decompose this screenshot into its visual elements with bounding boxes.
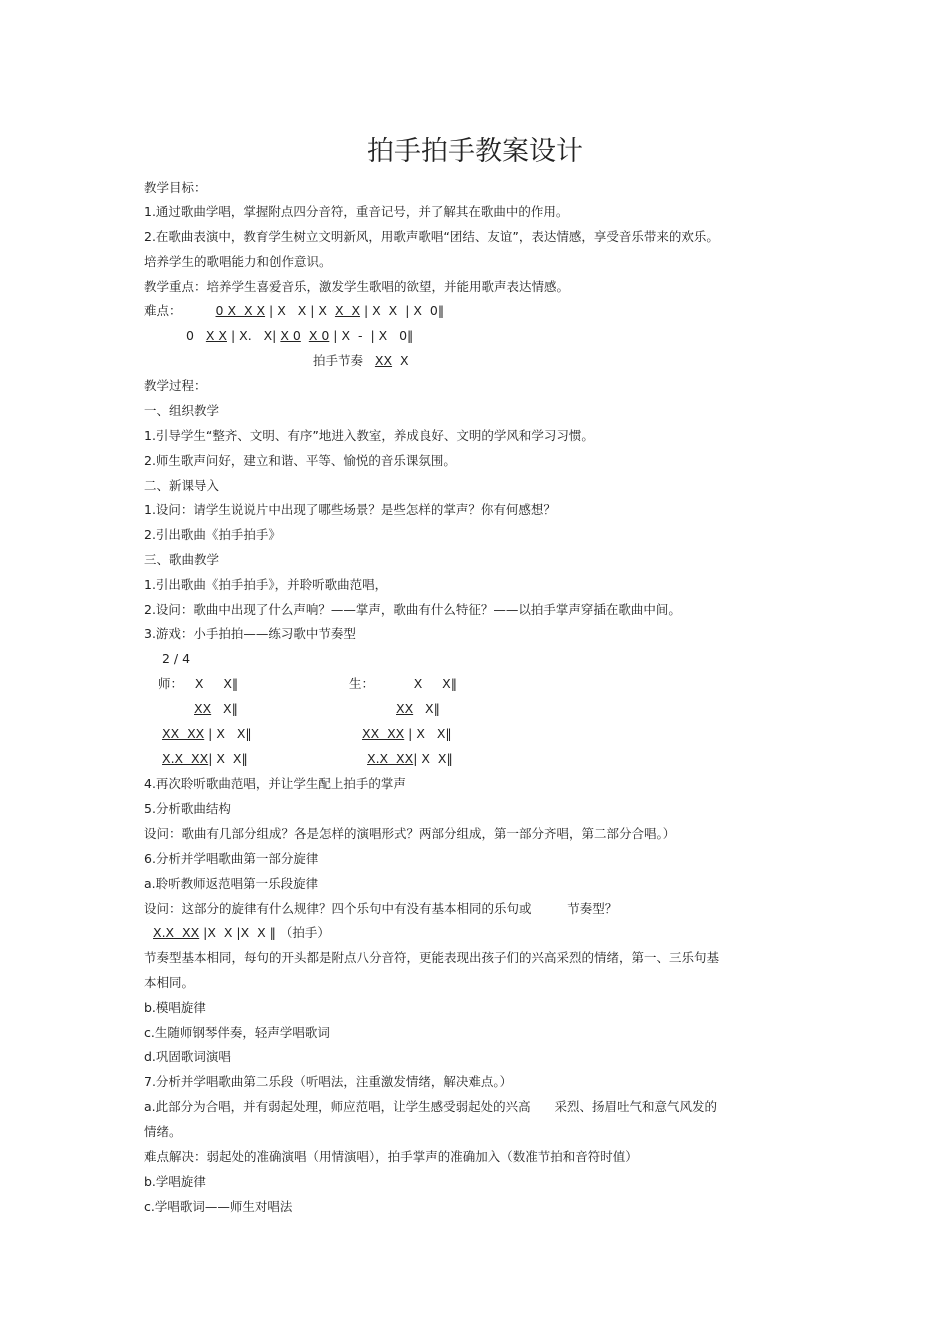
rhythm-line [144, 302, 444, 320]
rhythm-note: X 0 [308, 328, 330, 343]
text-line: 1.引导学生“整齐、文明、有序”地进入教室，养成良好、文明的学风和学习习惯。 [144, 428, 594, 443]
text-line: 难点解决：弱起处的准确演唱（用情演唱），拍手掌声的准确加入（数准节拍和音符时值） [144, 1149, 638, 1164]
label: 拍手节奏 [313, 353, 375, 368]
section-heading: 一、组织教学 [144, 403, 220, 418]
rhythm-line [313, 352, 409, 370]
rhythm-line-student: 生： X X‖ [349, 676, 457, 691]
text-line: b.模唱旋律 [144, 1000, 206, 1015]
rhythm-note: | X X‖ [413, 751, 453, 766]
rhythm-note: X.X XX [162, 751, 209, 766]
text-line: 设问：歌曲有几部分组成？各是怎样的演唱形式？两部分组成，第一部分齐唱，第二部分合唱。） [144, 826, 676, 841]
rhythm-note [301, 328, 309, 343]
rhythm-line [367, 750, 453, 768]
rhythm-note: X‖ [211, 701, 238, 716]
text-line: 1.设问：请学生说说片中出现了哪些场景？是些怎样的掌声？你有何感想？ [144, 502, 556, 517]
text-line: 本相同。 [144, 975, 195, 990]
rhythm-note: X.X XX [153, 925, 200, 940]
section-heading: 三、歌曲教学 [144, 552, 220, 567]
rhythm-line [162, 750, 248, 768]
text-line: 情绪。 [144, 1124, 182, 1139]
text-line: 设问：这部分的旋律有什么规律？四个乐句中有没有基本相同的乐句或 节奏型？ [144, 901, 618, 916]
rhythm-note: XX XX [162, 726, 205, 741]
text-line: 2.引出歌曲《拍手拍手》 [144, 527, 281, 542]
text-line: c.学唱歌词——师生对唱法 [144, 1199, 293, 1214]
rhythm-note: X X [334, 303, 361, 318]
text-line: 1.引出歌曲《拍手拍手》，并聆听歌曲范唱， [144, 577, 388, 592]
text-line: 7.分析并学唱歌曲第二乐段（听唱法，注重激发情绪，解决难点。） [144, 1074, 513, 1089]
rhythm-line [153, 924, 330, 942]
text-line: 5.分析歌曲结构 [144, 801, 231, 816]
text-line: 节奏型基本相同，每句的开头都是附点八分音符，更能表现出孩子们的兴高采烈的情绪，第一、三乐句基 [144, 950, 720, 965]
text-line: 2.师生歌声问好，建立和谐、平等、愉悦的音乐课氛围。 [144, 453, 456, 468]
rhythm-note: 0 [186, 328, 206, 343]
document-title: 拍手拍手教案设计 [367, 136, 583, 167]
text-line: a.聆听教师返范唱第一乐段旋律 [144, 876, 319, 891]
rhythm-note: | X X‖ [404, 726, 452, 741]
text-line: 2.设问：歌曲中出现了什么声响？——掌声，歌曲有什么特征？——以拍手掌声穿插在歌曲中间。 [144, 602, 681, 617]
text-line: 3.游戏：小手拍拍——练习歌中节奏型 [144, 626, 356, 641]
rhythm-note: XX [374, 353, 393, 368]
text-line: 1.通过歌曲学唱，掌握附点四分音符，重音记号，并了解其在歌曲中的作用。 [144, 204, 569, 219]
section-heading: 二、新课导入 [144, 478, 220, 493]
rhythm-line [396, 700, 440, 718]
text-line: 6.分析并学唱歌曲第一部分旋律 [144, 851, 319, 866]
rhythm-note: | X - | X 0‖ [329, 328, 414, 343]
text-line: d.巩固歌词演唱 [144, 1049, 231, 1064]
text-line: c.生随师钢琴伴奏，轻声学唱歌词 [144, 1025, 330, 1040]
rhythm-note: |X X |X X ‖ （拍手） [199, 925, 330, 940]
rhythm-line [162, 725, 252, 743]
rhythm-note: | X X | X 0‖ [360, 303, 445, 318]
text-line: 4.再次聆听歌曲范唱，并让学生配上拍手的掌声 [144, 776, 406, 791]
rhythm-note: X X [205, 328, 227, 343]
rhythm-line [186, 327, 413, 345]
rhythm-note: | X X‖ [204, 726, 252, 741]
rhythm-line [194, 700, 238, 718]
text-line: 2.在歌曲表演中，教育学生树立文明新风，用歌声歌唱“团结、友谊”，表达情感，享受音乐带来的欢乐。 [144, 229, 719, 244]
text-line: a.此部分为合唱，并有弱起处理，师应范唱，让学生感受弱起处的兴高 采烈、扬眉吐气和意气风发的 [144, 1099, 717, 1114]
rhythm-note: | X X‖ [208, 751, 248, 766]
text-line: 教学过程： [144, 378, 207, 393]
rhythm-line [362, 725, 452, 743]
rhythm-note: XX [396, 701, 414, 716]
text-line: 培养学生的歌唱能力和创作意识。 [144, 254, 332, 269]
rhythm-note: XX XX [362, 726, 405, 741]
text-line: 教学重点：培养学生喜爱音乐，激发学生歌唱的欲望，并能用歌声表达情感。 [144, 279, 570, 294]
rhythm-note: X‖ [413, 701, 440, 716]
rhythm-note: | X. X| [226, 328, 281, 343]
label: 难点： [144, 303, 182, 318]
time-signature: 2 / 4 [162, 651, 191, 666]
rhythm-note: XX [194, 701, 212, 716]
rhythm-note: X.X XX [367, 751, 414, 766]
text-line: 教学目标： [144, 180, 207, 195]
rhythm-note: X 0 [280, 328, 301, 343]
rhythm-note: | X X | X [265, 303, 335, 318]
rhythm-line-teacher: 师： X X‖ [158, 676, 239, 691]
text-line: b.学唱旋律 [144, 1174, 206, 1189]
rhythm-note: X [392, 353, 409, 368]
rhythm-note: 0 X X X [215, 303, 266, 318]
